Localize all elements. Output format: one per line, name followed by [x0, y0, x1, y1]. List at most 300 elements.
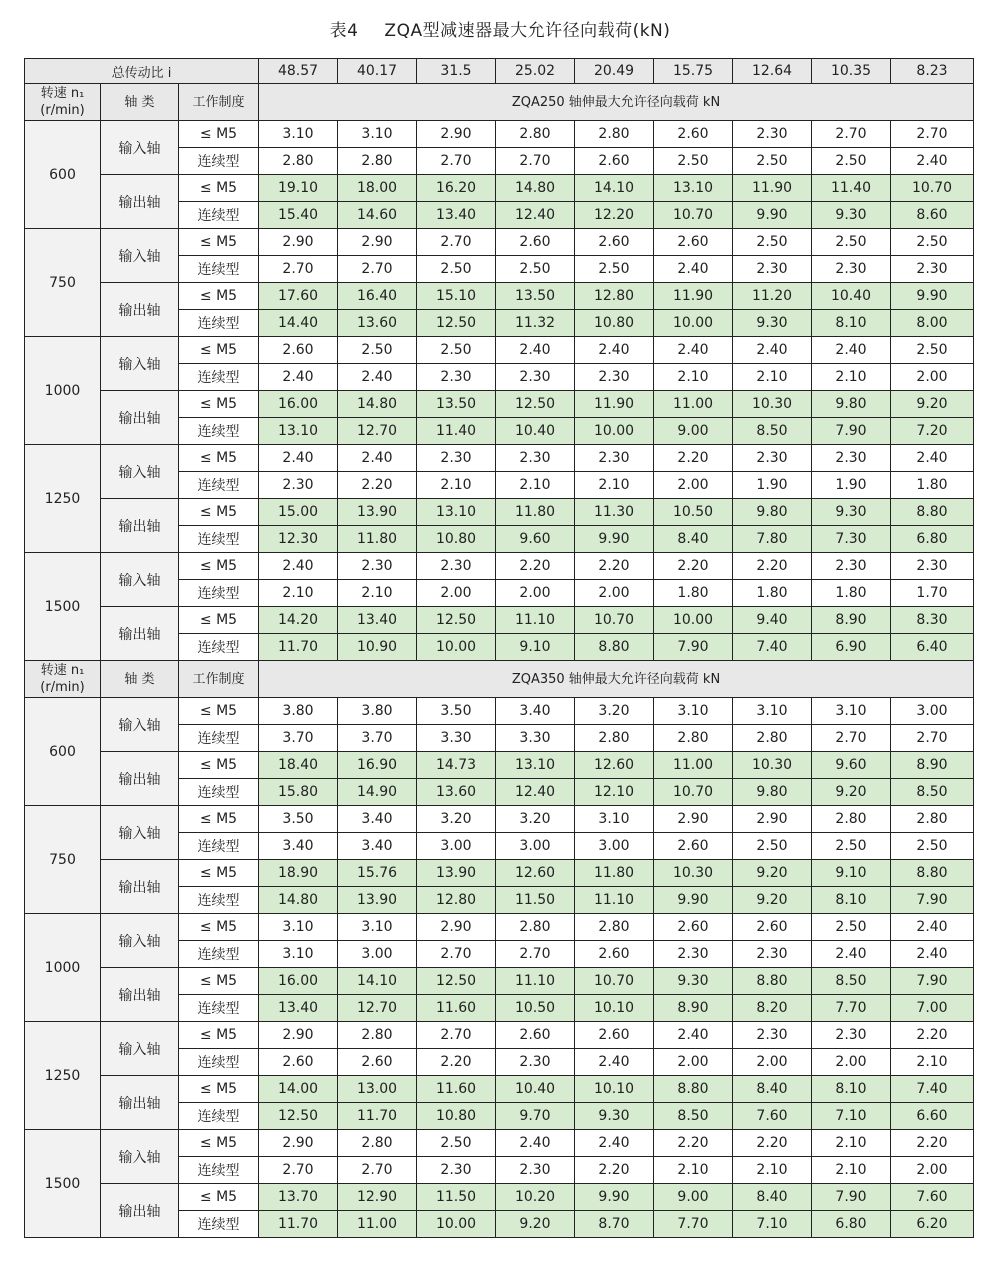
load-value-cell: 10.70	[575, 607, 654, 634]
load-value-cell: 2.30	[575, 364, 654, 391]
load-value-cell: 2.40	[496, 1130, 575, 1157]
duty-cell: ≤ M5	[179, 391, 259, 418]
load-value-cell: 2.10	[417, 472, 496, 499]
load-value-cell: 2.10	[891, 1049, 974, 1076]
load-value-cell: 2.20	[496, 553, 575, 580]
load-value-cell: 2.80	[654, 725, 733, 752]
load-value-cell: 2.40	[496, 337, 575, 364]
load-value-cell: 2.40	[575, 1049, 654, 1076]
speed-cell: 750	[25, 229, 101, 337]
load-value-cell: 7.70	[812, 995, 891, 1022]
load-value-cell: 2.30	[496, 364, 575, 391]
load-value-cell: 2.50	[812, 229, 891, 256]
load-value-cell: 8.20	[733, 995, 812, 1022]
load-value-cell: 10.80	[417, 526, 496, 553]
load-value-cell: 13.40	[259, 995, 338, 1022]
load-value-cell: 2.60	[259, 1049, 338, 1076]
load-value-cell: 10.80	[417, 1103, 496, 1130]
load-value-cell: 14.90	[338, 779, 417, 806]
load-value-cell: 9.90	[654, 887, 733, 914]
load-value-cell: 2.40	[891, 914, 974, 941]
load-value-cell: 8.80	[575, 634, 654, 661]
load-value-cell: 2.40	[259, 553, 338, 580]
load-value-cell: 3.40	[338, 806, 417, 833]
speed-cell: 1500	[25, 553, 101, 661]
load-value-cell: 2.90	[654, 806, 733, 833]
shaft-cell: 输入轴	[101, 229, 179, 283]
load-value-cell: 2.30	[338, 553, 417, 580]
duty-cell: 连续型	[179, 580, 259, 607]
load-value-cell: 3.40	[496, 698, 575, 725]
load-value-cell: 2.00	[654, 1049, 733, 1076]
load-value-cell: 2.20	[575, 1157, 654, 1184]
load-value-cell: 3.70	[338, 725, 417, 752]
load-value-cell: 13.50	[417, 391, 496, 418]
load-value-cell: 2.30	[891, 256, 974, 283]
load-value-cell: 2.80	[338, 1130, 417, 1157]
load-value-cell: 15.80	[259, 779, 338, 806]
duty-cell: ≤ M5	[179, 806, 259, 833]
data-row	[25, 698, 974, 725]
load-value-cell: 2.10	[733, 1157, 812, 1184]
load-value-cell: 2.40	[575, 337, 654, 364]
load-value-cell: 8.10	[812, 887, 891, 914]
load-value-cell: 2.70	[891, 725, 974, 752]
load-value-cell: 12.70	[338, 995, 417, 1022]
load-value-cell: 2.90	[417, 914, 496, 941]
load-value-cell: 2.30	[812, 1022, 891, 1049]
shaft-cell: 输出轴	[101, 283, 179, 337]
load-value-cell: 11.20	[733, 283, 812, 310]
load-value-cell: 9.70	[496, 1103, 575, 1130]
shaft-cell: 输出轴	[101, 1184, 179, 1238]
load-value-cell: 12.60	[575, 752, 654, 779]
load-value-cell: 11.80	[575, 860, 654, 887]
ratio-label: 总传动比 i	[25, 59, 259, 84]
duty-cell: 连续型	[179, 1103, 259, 1130]
load-value-cell: 2.80	[496, 914, 575, 941]
load-value-cell: 2.80	[575, 914, 654, 941]
data-row	[25, 607, 974, 634]
data-row	[25, 283, 974, 310]
shaft-cell: 输入轴	[101, 1130, 179, 1184]
shaft-cell: 输出轴	[101, 175, 179, 229]
load-value-cell: 9.90	[575, 1184, 654, 1211]
load-value-cell: 2.70	[259, 256, 338, 283]
shaft-cell: 输入轴	[101, 337, 179, 391]
load-value-cell: 13.70	[259, 1184, 338, 1211]
ratio-cell: 40.17	[338, 59, 417, 84]
load-value-cell: 2.30	[496, 1157, 575, 1184]
shaft-cell: 输入轴	[101, 698, 179, 752]
duty-cell: 连续型	[179, 995, 259, 1022]
load-value-cell: 14.80	[259, 887, 338, 914]
load-value-cell: 11.60	[417, 1076, 496, 1103]
load-value-cell: 7.20	[891, 418, 974, 445]
ratio-cell: 20.49	[575, 59, 654, 84]
load-value-cell: 10.30	[654, 860, 733, 887]
load-value-cell: 2.70	[417, 148, 496, 175]
shaft-cell: 输出轴	[101, 607, 179, 661]
duty-cell: 连续型	[179, 887, 259, 914]
duty-cell: 连续型	[179, 418, 259, 445]
load-value-cell: 3.00	[891, 698, 974, 725]
data-row	[25, 1076, 974, 1103]
load-value-cell: 11.40	[417, 418, 496, 445]
duty-cell: 连续型	[179, 526, 259, 553]
load-value-cell: 12.30	[259, 526, 338, 553]
load-value-cell: 2.80	[812, 806, 891, 833]
ratio-cell: 8.23	[891, 59, 974, 84]
duty-cell: ≤ M5	[179, 175, 259, 202]
load-value-cell: 2.40	[338, 445, 417, 472]
load-value-cell: 16.40	[338, 283, 417, 310]
load-value-cell: 9.30	[733, 310, 812, 337]
data-row	[25, 391, 974, 418]
load-value-cell: 16.20	[417, 175, 496, 202]
load-value-cell: 10.00	[417, 1211, 496, 1238]
shaft-cell: 输入轴	[101, 806, 179, 860]
load-value-cell: 3.30	[417, 725, 496, 752]
load-value-cell: 2.20	[654, 445, 733, 472]
load-value-cell: 7.40	[733, 634, 812, 661]
speed-header-label: 转速 n₁	[40, 86, 85, 101]
load-value-cell: 3.10	[812, 698, 891, 725]
load-value-cell: 2.30	[496, 445, 575, 472]
load-value-cell: 2.90	[338, 229, 417, 256]
speed-cell: 1000	[25, 914, 101, 1022]
load-value-cell: 3.00	[496, 833, 575, 860]
load-value-cell: 10.00	[654, 310, 733, 337]
load-value-cell: 13.40	[338, 607, 417, 634]
load-value-cell: 12.70	[338, 418, 417, 445]
load-value-cell: 12.50	[496, 391, 575, 418]
load-value-cell: 3.10	[733, 698, 812, 725]
section-header-row	[25, 661, 974, 698]
load-value-cell: 6.80	[812, 1211, 891, 1238]
duty-cell: 连续型	[179, 779, 259, 806]
load-value-cell: 2.50	[338, 337, 417, 364]
load-value-cell: 9.20	[733, 860, 812, 887]
duty-cell: ≤ M5	[179, 968, 259, 995]
duty-cell: ≤ M5	[179, 121, 259, 148]
load-value-cell: 10.10	[575, 1076, 654, 1103]
speed-header-label: 转速 n₁	[40, 663, 85, 678]
load-value-cell: 14.10	[575, 175, 654, 202]
load-value-cell: 2.10	[496, 472, 575, 499]
speed-header-unit: (r/min)	[40, 103, 85, 118]
load-value-cell: 2.60	[575, 1022, 654, 1049]
duty-cell: 连续型	[179, 634, 259, 661]
load-value-cell: 8.50	[654, 1103, 733, 1130]
load-value-cell: 2.90	[259, 1022, 338, 1049]
duty-cell: 连续型	[179, 941, 259, 968]
load-value-cell: 11.50	[417, 1184, 496, 1211]
load-value-cell: 9.20	[812, 779, 891, 806]
load-value-cell: 14.10	[338, 968, 417, 995]
duty-cell: ≤ M5	[179, 607, 259, 634]
duty-cell: ≤ M5	[179, 752, 259, 779]
load-value-cell: 10.50	[654, 499, 733, 526]
duty-cell: 连续型	[179, 310, 259, 337]
load-value-cell: 2.50	[733, 833, 812, 860]
load-value-cell: 3.40	[259, 833, 338, 860]
data-row	[25, 752, 974, 779]
load-value-cell: 2.30	[891, 553, 974, 580]
load-value-cell: 2.80	[575, 121, 654, 148]
ratio-cell: 25.02	[496, 59, 575, 84]
load-value-cell: 2.70	[417, 941, 496, 968]
shaft-cell: 输出轴	[101, 499, 179, 553]
load-value-cell: 11.90	[733, 175, 812, 202]
load-value-cell: 2.20	[733, 553, 812, 580]
load-value-cell: 8.90	[654, 995, 733, 1022]
load-value-cell: 2.30	[812, 553, 891, 580]
load-value-cell: 2.80	[259, 148, 338, 175]
load-value-cell: 9.30	[575, 1103, 654, 1130]
load-value-cell: 3.10	[338, 914, 417, 941]
speed-cell: 1000	[25, 337, 101, 445]
load-value-cell: 2.30	[417, 553, 496, 580]
load-value-cell: 2.30	[417, 364, 496, 391]
load-value-cell: 2.50	[812, 148, 891, 175]
load-value-cell: 3.10	[654, 698, 733, 725]
shaft-cell: 输入轴	[101, 914, 179, 968]
load-value-cell: 9.90	[733, 202, 812, 229]
load-value-cell: 13.90	[417, 860, 496, 887]
load-value-cell: 2.90	[417, 121, 496, 148]
load-value-cell: 12.60	[496, 860, 575, 887]
duty-cell: 连续型	[179, 364, 259, 391]
load-value-cell: 2.80	[338, 148, 417, 175]
load-value-cell: 2.50	[496, 256, 575, 283]
load-value-cell: 12.40	[496, 779, 575, 806]
data-row	[25, 445, 974, 472]
data-row	[25, 914, 974, 941]
load-value-cell: 2.40	[654, 337, 733, 364]
load-value-cell: 2.70	[259, 1157, 338, 1184]
load-value-cell: 12.20	[575, 202, 654, 229]
load-value-cell: 2.40	[812, 337, 891, 364]
load-value-cell: 2.40	[259, 445, 338, 472]
shaft-header: 轴 类	[101, 84, 179, 121]
data-row	[25, 229, 974, 256]
load-value-cell: 12.50	[417, 607, 496, 634]
duty-cell: 连续型	[179, 1157, 259, 1184]
load-value-cell: 2.40	[812, 941, 891, 968]
load-value-cell: 13.10	[417, 499, 496, 526]
load-value-cell: 7.70	[654, 1211, 733, 1238]
duty-cell: ≤ M5	[179, 1076, 259, 1103]
load-value-cell: 14.80	[496, 175, 575, 202]
load-value-cell: 3.50	[417, 698, 496, 725]
load-value-cell: 3.10	[575, 806, 654, 833]
load-value-cell: 10.10	[575, 995, 654, 1022]
load-value-cell: 9.30	[812, 202, 891, 229]
load-value-cell: 2.00	[654, 472, 733, 499]
data-row	[25, 121, 974, 148]
load-value-cell: 2.20	[654, 1130, 733, 1157]
duty-cell: 连续型	[179, 256, 259, 283]
load-value-cell: 2.60	[575, 941, 654, 968]
load-value-cell: 3.30	[496, 725, 575, 752]
load-value-cell: 1.80	[891, 472, 974, 499]
speed-header	[25, 661, 101, 698]
load-value-cell: 10.40	[496, 1076, 575, 1103]
load-value-cell: 13.00	[338, 1076, 417, 1103]
speed-cell: 1250	[25, 445, 101, 553]
load-value-cell: 8.90	[812, 607, 891, 634]
data-row	[25, 860, 974, 887]
load-value-cell: 16.00	[259, 391, 338, 418]
load-value-cell: 12.90	[338, 1184, 417, 1211]
load-value-cell: 8.80	[891, 860, 974, 887]
load-value-cell: 15.00	[259, 499, 338, 526]
load-value-cell: 2.80	[575, 725, 654, 752]
load-value-cell: 10.00	[654, 607, 733, 634]
load-value-cell: 3.00	[417, 833, 496, 860]
load-value-cell: 11.60	[417, 995, 496, 1022]
load-value-cell: 10.00	[575, 418, 654, 445]
load-value-cell: 12.50	[417, 310, 496, 337]
load-value-cell: 1.80	[812, 580, 891, 607]
duty-cell: ≤ M5	[179, 337, 259, 364]
load-value-cell: 2.50	[654, 148, 733, 175]
load-value-cell: 2.80	[338, 1022, 417, 1049]
load-value-cell: 7.90	[812, 418, 891, 445]
load-value-cell: 2.20	[338, 472, 417, 499]
data-row	[25, 499, 974, 526]
load-value-cell: 3.00	[575, 833, 654, 860]
load-value-cell: 12.80	[575, 283, 654, 310]
load-value-cell: 2.10	[733, 364, 812, 391]
load-value-cell: 8.50	[812, 968, 891, 995]
shaft-cell: 输入轴	[101, 1022, 179, 1076]
load-value-cell: 10.70	[891, 175, 974, 202]
load-value-cell: 11.70	[338, 1103, 417, 1130]
load-value-cell: 3.70	[259, 725, 338, 752]
load-value-cell: 2.60	[575, 148, 654, 175]
load-value-cell: 18.40	[259, 752, 338, 779]
load-value-cell: 2.40	[654, 256, 733, 283]
load-value-cell: 11.80	[338, 526, 417, 553]
load-value-cell: 1.70	[891, 580, 974, 607]
load-value-cell: 14.40	[259, 310, 338, 337]
shaft-header: 轴 类	[101, 661, 179, 698]
load-value-cell: 2.00	[891, 1157, 974, 1184]
data-row	[25, 337, 974, 364]
load-value-cell: 8.60	[891, 202, 974, 229]
load-value-cell: 14.73	[417, 752, 496, 779]
data-row	[25, 968, 974, 995]
load-value-cell: 2.80	[733, 725, 812, 752]
load-value-cell: 7.60	[733, 1103, 812, 1130]
load-value-cell: 8.50	[891, 779, 974, 806]
duty-cell: 连续型	[179, 148, 259, 175]
load-value-cell: 13.90	[338, 499, 417, 526]
load-value-cell: 10.40	[812, 283, 891, 310]
load-value-cell: 2.60	[338, 1049, 417, 1076]
load-value-cell: 11.10	[496, 607, 575, 634]
table-body	[25, 59, 974, 1238]
load-value-cell: 2.10	[812, 364, 891, 391]
load-value-cell: 9.20	[891, 391, 974, 418]
load-value-cell: 9.60	[496, 526, 575, 553]
ratio-cell: 12.64	[733, 59, 812, 84]
load-value-cell: 2.50	[417, 256, 496, 283]
load-value-cell: 8.90	[891, 752, 974, 779]
load-value-cell: 2.90	[259, 229, 338, 256]
load-value-cell: 8.70	[575, 1211, 654, 1238]
load-value-cell: 13.90	[338, 887, 417, 914]
load-value-cell: 2.30	[812, 256, 891, 283]
load-value-cell: 10.30	[733, 391, 812, 418]
load-value-cell: 2.50	[417, 1130, 496, 1157]
load-value-cell: 8.50	[733, 418, 812, 445]
load-value-cell: 2.70	[496, 148, 575, 175]
load-value-cell: 19.10	[259, 175, 338, 202]
load-value-cell: 13.50	[496, 283, 575, 310]
duty-cell: 连续型	[179, 725, 259, 752]
ratio-row	[25, 59, 974, 84]
load-value-cell: 10.50	[496, 995, 575, 1022]
load-value-cell: 2.20	[891, 1130, 974, 1157]
load-value-cell: 8.10	[812, 1076, 891, 1103]
speed-cell: 600	[25, 121, 101, 229]
load-value-cell: 10.70	[654, 202, 733, 229]
load-value-cell: 1.90	[812, 472, 891, 499]
load-value-cell: 3.80	[259, 698, 338, 725]
load-value-cell: 2.30	[733, 941, 812, 968]
load-value-cell: 2.30	[575, 445, 654, 472]
load-value-cell: 8.10	[812, 310, 891, 337]
load-value-cell: 3.80	[338, 698, 417, 725]
load-value-cell: 2.40	[891, 445, 974, 472]
section-title: ZQA350 轴伸最大允许径向载荷 kN	[259, 661, 974, 698]
load-value-cell: 2.10	[654, 364, 733, 391]
data-row	[25, 553, 974, 580]
load-value-cell: 16.00	[259, 968, 338, 995]
shaft-cell: 输出轴	[101, 860, 179, 914]
load-value-cell: 2.00	[733, 1049, 812, 1076]
load-value-cell: 7.90	[654, 634, 733, 661]
table-caption: ZQA型减速器最大允许径向载荷(kN)	[384, 21, 671, 41]
load-value-cell: 13.10	[259, 418, 338, 445]
load-value-cell: 7.30	[812, 526, 891, 553]
load-value-cell: 2.50	[733, 148, 812, 175]
load-value-cell: 9.20	[496, 1211, 575, 1238]
load-value-cell: 7.40	[891, 1076, 974, 1103]
load-value-cell: 2.30	[417, 445, 496, 472]
load-value-cell: 13.60	[338, 310, 417, 337]
load-value-cell: 3.20	[417, 806, 496, 833]
load-value-cell: 9.00	[654, 418, 733, 445]
load-value-cell: 2.70	[496, 941, 575, 968]
load-value-cell: 3.10	[338, 121, 417, 148]
duty-cell: ≤ M5	[179, 445, 259, 472]
load-value-cell: 7.90	[891, 968, 974, 995]
load-value-cell: 8.80	[891, 499, 974, 526]
load-value-cell: 14.80	[338, 391, 417, 418]
load-value-cell: 2.00	[575, 580, 654, 607]
load-value-cell: 7.80	[733, 526, 812, 553]
load-value-cell: 9.00	[654, 1184, 733, 1211]
load-value-cell: 3.50	[259, 806, 338, 833]
load-value-cell: 2.20	[733, 1130, 812, 1157]
load-value-cell: 11.10	[496, 968, 575, 995]
load-value-cell: 15.10	[417, 283, 496, 310]
duty-cell: ≤ M5	[179, 860, 259, 887]
